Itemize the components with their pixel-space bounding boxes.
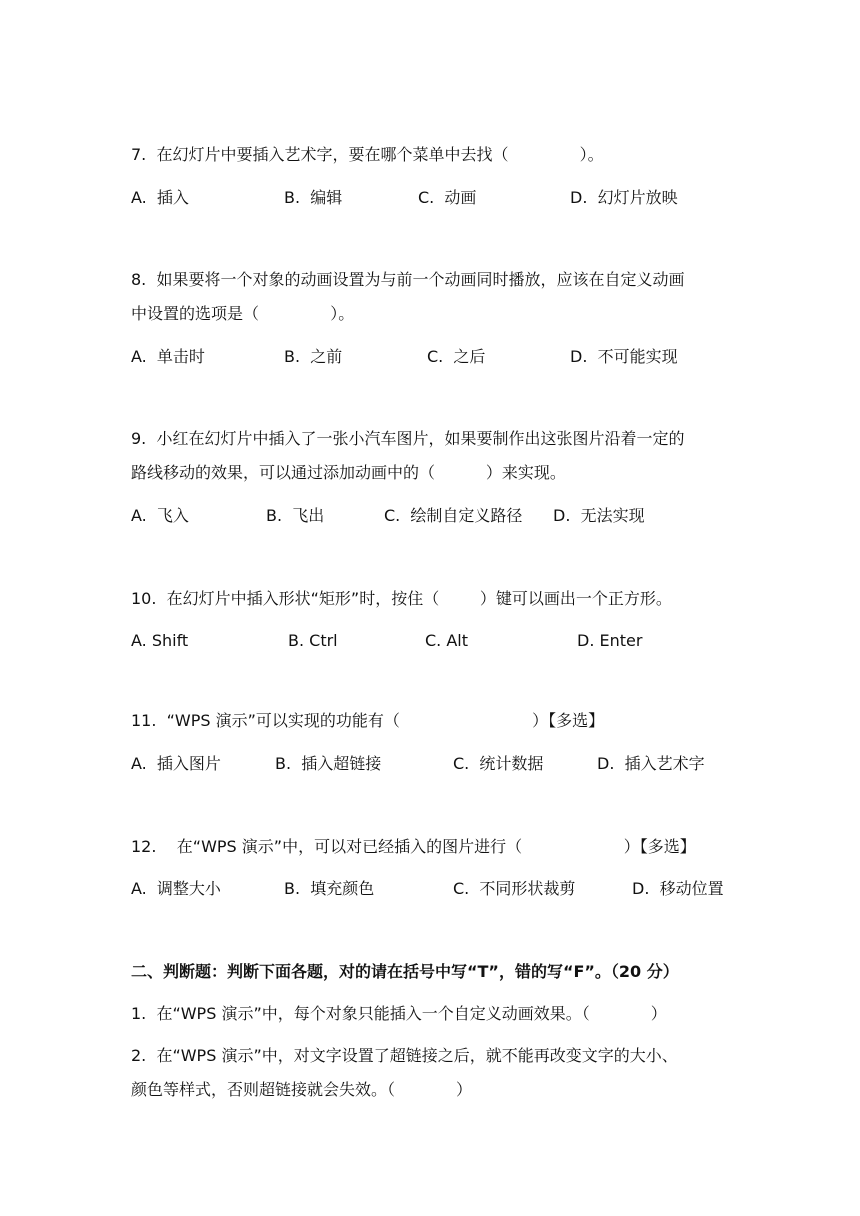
option-d: D. 移动位置 (632, 879, 724, 898)
question-text-continued: 路线移动的效果，可以通过添加动画中的（ ）来实现。 (131, 463, 566, 482)
option-c: C. 绘制自定义路径 (384, 506, 523, 525)
section-heading: 二、判断题：判断下面各题，对的请在括号中写“T”，错的写“F”。（20 分） (131, 962, 679, 981)
statement-2-continued: 颜色等样式，否则超链接就会失效。（ ） (131, 1080, 473, 1099)
option-a: A. 飞入 (131, 506, 189, 525)
option-d: D. Enter (577, 631, 643, 650)
option-d: D. 不可能实现 (570, 347, 678, 366)
option-b: B. 插入超链接 (275, 754, 382, 773)
question-text: 7. 在幻灯片中要插入艺术字，要在哪个菜单中去找（ ）。 (131, 145, 604, 164)
option-b: B. 编辑 (284, 188, 343, 207)
question-text-continued: 中设置的选项是（ ）。 (131, 304, 355, 323)
option-b: B. Ctrl (288, 631, 338, 650)
statement-1: 1. 在“WPS 演示”中，每个对象只能插入一个自定义动画效果。（ ） (131, 1004, 667, 1023)
option-a: A. 插入 (131, 188, 189, 207)
question-text: 11. “WPS 演示”可以实现的功能有（ ）【多选】 (131, 711, 605, 730)
option-c: C. 统计数据 (453, 754, 544, 773)
question-text: 8. 如果要将一个对象的动画设置为与前一个动画同时播放，应该在自定义动画 (131, 270, 685, 289)
option-c: C. 不同形状裁剪 (453, 879, 576, 898)
option-a: A. 插入图片 (131, 754, 221, 773)
option-b: B. 填充颜色 (284, 879, 375, 898)
statement-2: 2. 在“WPS 演示”中，对文字设置了超链接之后，就不能再改变文字的大小、 (131, 1046, 678, 1065)
option-c: C. 动画 (418, 188, 477, 207)
option-d: D. 幻灯片放映 (570, 188, 678, 207)
option-d: D. 插入艺术字 (597, 754, 705, 773)
option-a: A. Shift (131, 631, 189, 650)
option-a: A. 单击时 (131, 347, 205, 366)
option-c: C. Alt (425, 631, 469, 650)
question-text: 9. 小红在幻灯片中插入了一张小汽车图片，如果要制作出这张图片沿着一定的 (131, 429, 685, 448)
option-b: B. 飞出 (266, 506, 325, 525)
option-c: C. 之后 (427, 347, 486, 366)
option-b: B. 之前 (284, 347, 343, 366)
question-text: 12. 在“WPS 演示”中，可以对已经插入的图片进行（ ）【多选】 (131, 837, 696, 856)
question-text: 10. 在幻灯片中插入形状“矩形”时，按住（ ）键可以画出一个正方形。 (131, 589, 672, 608)
option-d: D. 无法实现 (553, 506, 645, 525)
option-a: A. 调整大小 (131, 879, 221, 898)
